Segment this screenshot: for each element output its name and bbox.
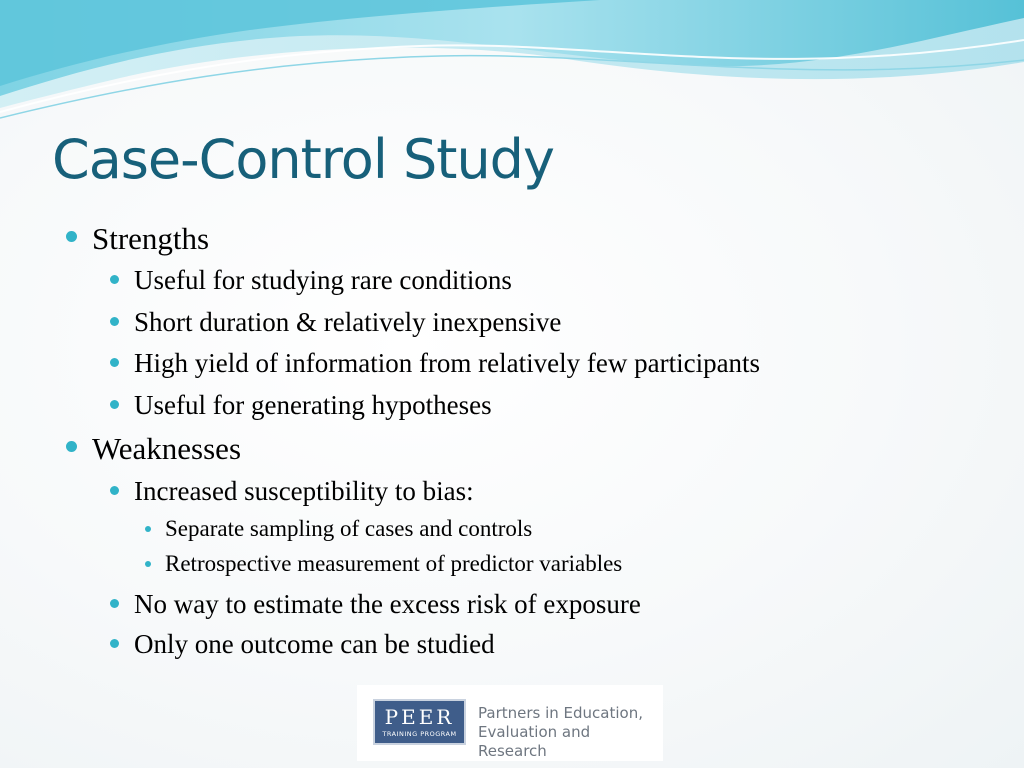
bullet-text: Separate sampling of cases and controls [165, 516, 533, 541]
peer-logo-subtitle: TRAINING PROGRAM [382, 730, 457, 738]
bullet-strength-item [134, 390, 492, 421]
bullet-bias-item [165, 551, 622, 577]
bullet-dot-icon [145, 526, 151, 532]
bullet-dot-icon [110, 317, 119, 326]
bullet-weaknesses [92, 431, 241, 467]
bullet-dot-icon [110, 275, 119, 284]
bullet-text: Short duration & relatively inexpensive [134, 307, 562, 337]
peer-logo [357, 685, 663, 761]
bullet-text: Useful for studying rare conditions [134, 265, 512, 295]
bullet-text: Strengths [92, 221, 210, 256]
bullet-dot-icon [110, 358, 119, 367]
peer-logo-line1: Partners in Education, [478, 704, 643, 722]
bullet-strength-item [134, 265, 512, 296]
bullet-dot-icon [110, 639, 119, 648]
bullet-dot-icon [110, 400, 119, 409]
bullet-text: Weaknesses [92, 431, 242, 466]
bullet-weakness-bias [134, 476, 474, 507]
slide-title: Case-Control Study [52, 128, 554, 191]
bullet-text: No way to estimate the excess risk of exposure [134, 589, 641, 619]
bullet-dot-icon [110, 486, 119, 495]
bullet-strengths [92, 221, 209, 257]
peer-logo-tagline [478, 704, 663, 761]
peer-logo-name: PEER [384, 705, 455, 729]
bullet-text: Only one outcome can be studied [134, 629, 495, 659]
bullet-dot-icon [66, 231, 77, 242]
bullet-text: Increased susceptibility to bias: [134, 476, 474, 506]
bullet-text: Useful for generating hypotheses [134, 390, 492, 420]
bullet-dot-icon [145, 561, 151, 567]
peer-logo-line2: Evaluation and Research [478, 723, 591, 760]
bullet-bias-item [165, 516, 532, 542]
bullet-strength-item [134, 348, 760, 379]
bullet-strength-item [134, 307, 561, 338]
bullet-text: High yield of information from relatively few participants [134, 348, 761, 378]
bullet-text: Retrospective measurement of predictor variables [165, 551, 623, 576]
bullet-weakness-item [134, 629, 495, 660]
peer-logo-badge [373, 699, 466, 745]
bullet-dot-icon [66, 441, 77, 452]
bullet-weakness-item [134, 589, 641, 620]
bullet-dot-icon [110, 599, 119, 608]
